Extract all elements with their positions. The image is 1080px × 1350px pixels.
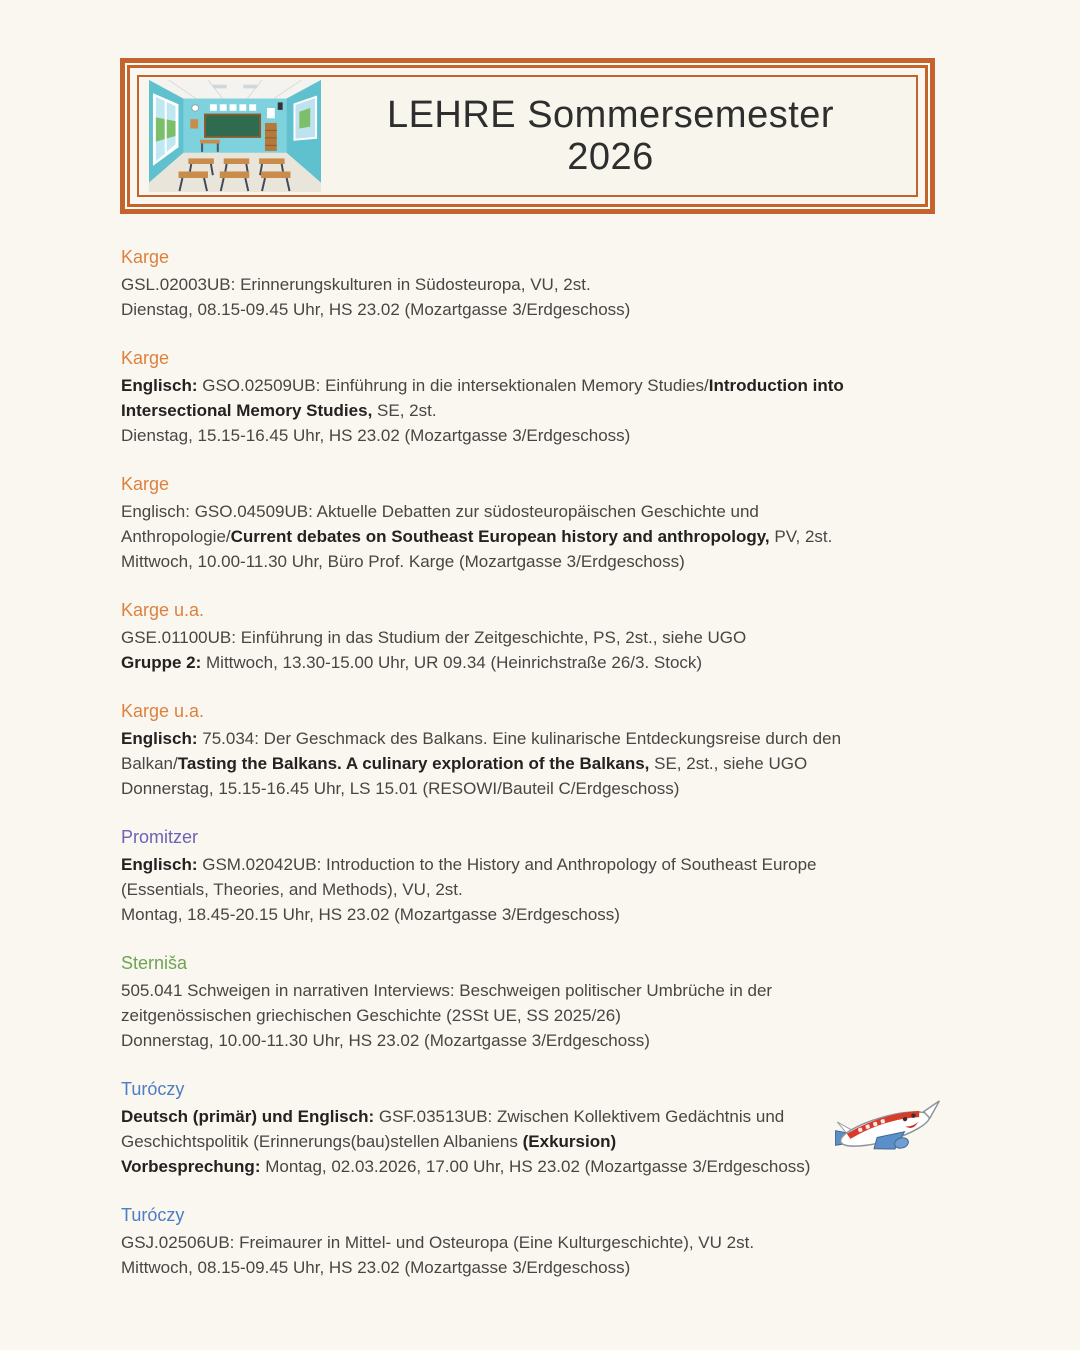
bold-text-run: Current debates on Southeast European history and anthropology, bbox=[230, 527, 770, 546]
course-entry bbox=[121, 600, 945, 675]
bold-text-run: Intersectional Memory Studies, bbox=[121, 401, 373, 420]
course-text-line bbox=[121, 1104, 945, 1129]
course-text-line bbox=[121, 272, 945, 297]
lecturer-name: Turóczy bbox=[121, 1205, 185, 1225]
lecturer-name: Karge bbox=[121, 474, 170, 494]
text-run: GSF.03513UB: Zwischen Kollektivem Gedächtnis und bbox=[378, 1107, 785, 1126]
course-text-line bbox=[121, 776, 945, 801]
text-run: Anthropologie/ bbox=[121, 527, 231, 546]
course-entry bbox=[121, 247, 945, 322]
text-run: Mittwoch, 08.15-09.45 Uhr, HS 23.02 (Mozartgasse 3/Erdgeschoss) bbox=[121, 1258, 631, 1277]
course-text-line bbox=[121, 549, 945, 574]
bold-text-run: (Exkursion) bbox=[522, 1132, 617, 1151]
text-run: SE, 2st. bbox=[372, 401, 437, 420]
banner-outer-border bbox=[120, 58, 935, 214]
bold-text-run: Deutsch (primär) und Englisch: bbox=[121, 1107, 379, 1126]
course-text-line bbox=[121, 499, 945, 524]
lecturer-name: Turóczy bbox=[121, 1079, 185, 1099]
course-text-line bbox=[121, 1003, 945, 1028]
course-text-line bbox=[121, 1255, 945, 1280]
text-run: GSM.02042UB: Introduction to the History and Anthropology of Southeast Europe bbox=[202, 855, 817, 874]
course-text-line bbox=[121, 1028, 945, 1053]
course-entry bbox=[121, 827, 945, 927]
course-entry bbox=[121, 1079, 945, 1179]
text-run: Englisch: GSO.04509UB: Aktuelle Debatten zur südosteuropäischen Geschichte und bbox=[121, 502, 759, 521]
course-text-line bbox=[121, 1129, 945, 1154]
lecturer-name: Karge bbox=[121, 247, 170, 267]
bold-text-run: Englisch: bbox=[121, 729, 203, 748]
course-entry bbox=[121, 953, 945, 1053]
text-run: GSE.01100UB: Einführung in das Studium der Zeitgeschichte, PS, 2st., siehe UGO bbox=[121, 628, 747, 647]
banner-inner-border bbox=[137, 75, 918, 197]
course-text-line bbox=[121, 373, 945, 398]
text-run: 505.041 Schweigen in narrativen Interviews: Beschweigen politischer Umbrüche in der bbox=[121, 981, 773, 1000]
course-text-line bbox=[121, 625, 945, 650]
course-text-line bbox=[121, 902, 945, 927]
course-text-line bbox=[121, 423, 945, 448]
text-run: Montag, 18.45-20.15 Uhr, HS 23.02 (Mozartgasse 3/Erdgeschoss) bbox=[121, 905, 620, 924]
course-text-line bbox=[121, 650, 945, 675]
course-text-line bbox=[121, 1230, 945, 1255]
course-text-line bbox=[121, 297, 945, 322]
text-run: Donnerstag, 10.00-11.30 Uhr, HS 23.02 (Mozartgasse 3/Erdgeschoss) bbox=[121, 1031, 650, 1050]
text-run: Geschichtspolitik (Erinnerungs(bau)stellen Albaniens bbox=[121, 1132, 523, 1151]
course-entry bbox=[121, 474, 945, 574]
course-entry bbox=[121, 348, 945, 448]
text-run: Donnerstag, 15.15-16.45 Uhr, LS 15.01 (RESOWI/Bauteil C/Erdgeschoss) bbox=[121, 779, 680, 798]
text-run: Dienstag, 08.15-09.45 Uhr, HS 23.02 (Mozartgasse 3/Erdgeschoss) bbox=[121, 300, 631, 319]
course-text-line bbox=[121, 726, 945, 751]
course-text-line bbox=[121, 398, 945, 423]
text-run: GSJ.02506UB: Freimaurer in Mittel- und Osteuropa (Eine Kulturgeschichte), VU 2st. bbox=[121, 1233, 755, 1252]
course-text-line bbox=[121, 877, 945, 902]
text-run: Dienstag, 15.15-16.45 Uhr, HS 23.02 (Mozartgasse 3/Erdgeschoss) bbox=[121, 426, 631, 445]
bold-text-run: Englisch: bbox=[121, 855, 203, 874]
bold-text-run: Englisch: bbox=[121, 376, 203, 395]
lecturer-name: Karge bbox=[121, 348, 170, 368]
text-run: GSO.02509UB: Einführung in die intersektionalen Memory Studies/ bbox=[202, 376, 709, 395]
course-text-line bbox=[121, 751, 945, 776]
bold-text-run: Vorbesprechung: bbox=[121, 1157, 266, 1176]
text-run: Mittwoch, 13.30-15.00 Uhr, UR 09.34 (Heinrichstraße 26/3. Stock) bbox=[201, 653, 703, 672]
page-title: LEHRE Sommersemester 2026 bbox=[386, 94, 835, 178]
text-run: Mittwoch, 10.00-11.30 Uhr, Büro Prof. Karge (Mozartgasse 3/Erdgeschoss) bbox=[121, 552, 685, 571]
header-banner bbox=[120, 58, 935, 214]
course-text-line bbox=[121, 524, 945, 549]
bold-text-run: Introduction into bbox=[708, 376, 844, 395]
lecturer-name: Karge u.a. bbox=[121, 600, 205, 620]
lecturer-name: Sterniša bbox=[121, 953, 188, 973]
text-run: Montag, 02.03.2026, 17.00 Uhr, HS 23.02 (Mozartgasse 3/Erdgeschoss) bbox=[265, 1157, 811, 1176]
course-entry bbox=[121, 701, 945, 801]
course-list bbox=[121, 247, 945, 1306]
text-run: PV, 2st. bbox=[769, 527, 833, 546]
course-text-line bbox=[121, 978, 945, 1003]
lecturer-name: Promitzer bbox=[121, 827, 199, 847]
text-run: zeitgenössischen griechischen Geschichte (2SSt UE, SS 2025/26) bbox=[121, 1006, 621, 1025]
text-run: (Essentials, Theories, and Methods), VU, 2st. bbox=[121, 880, 463, 899]
text-run: 75.034: Der Geschmack des Balkans. Eine kulinarische Entdeckungsreise durch den bbox=[202, 729, 842, 748]
lecturer-name: Karge u.a. bbox=[121, 701, 205, 721]
bold-text-run: Gruppe 2: bbox=[121, 653, 202, 672]
text-run: GSL.02003UB: Erinnerungskulturen in Südosteuropa, VU, 2st. bbox=[121, 275, 591, 294]
text-run: SE, 2st., siehe UGO bbox=[649, 754, 808, 773]
course-entry bbox=[121, 1205, 945, 1280]
course-text-line bbox=[121, 852, 945, 877]
bold-text-run: Tasting the Balkans. A culinary exploration of the Balkans, bbox=[177, 754, 650, 773]
course-text-line bbox=[121, 1154, 945, 1179]
classroom-illustration-icon bbox=[149, 80, 321, 192]
banner-middle-border bbox=[127, 65, 928, 207]
text-run: Balkan/ bbox=[121, 754, 178, 773]
